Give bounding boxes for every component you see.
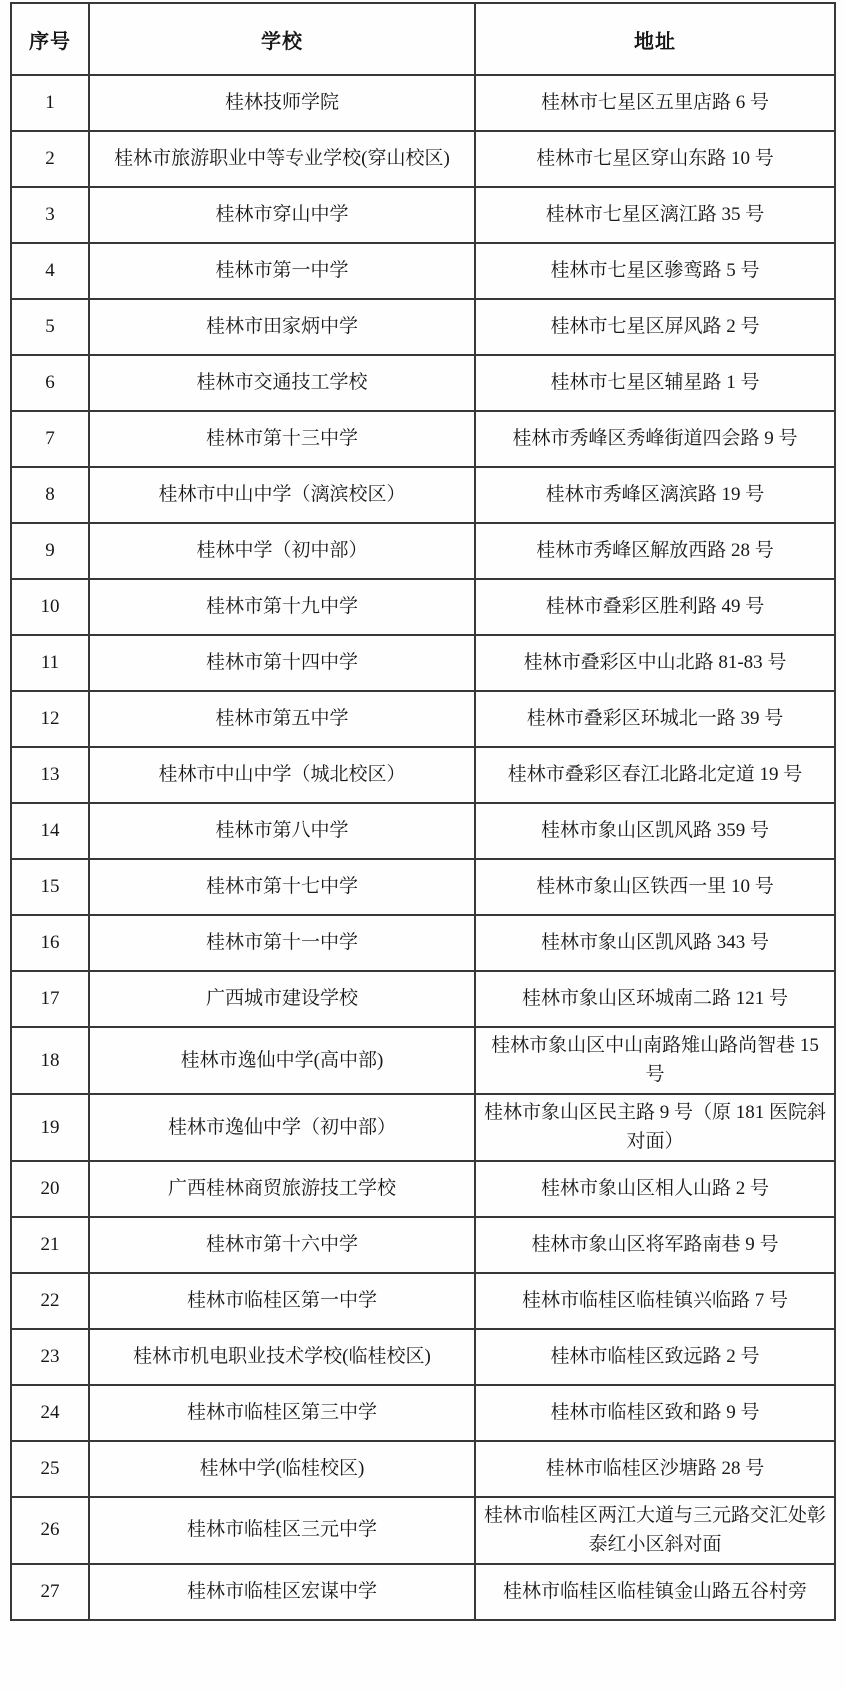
cell-no: 6 [11,355,89,411]
cell-address: 桂林市象山区相人山路 2 号 [475,1161,835,1217]
table-row [11,1217,835,1273]
cell-no: 9 [11,523,89,579]
cell-no: 23 [11,1329,89,1385]
cell-address: 桂林市叠彩区春江北路北定道 19 号 [475,747,835,803]
cell-address: 桂林市七星区屏风路 2 号 [475,299,835,355]
cell-address: 桂林市象山区民主路 9 号（原 181 医院斜对面） [475,1094,835,1161]
cell-school: 桂林市第十六中学 [89,1217,475,1273]
cell-no: 11 [11,635,89,691]
table-row [11,691,835,747]
cell-no: 19 [11,1094,89,1161]
cell-no: 25 [11,1441,89,1497]
cell-address: 桂林市秀峰区秀峰街道四会路 9 号 [475,411,835,467]
cell-school: 桂林市第十一中学 [89,915,475,971]
cell-no: 4 [11,243,89,299]
table-row [11,1441,835,1497]
cell-no: 20 [11,1161,89,1217]
cell-school: 桂林市第一中学 [89,243,475,299]
cell-address: 桂林市七星区穿山东路 10 号 [475,131,835,187]
header-cell-school: 学校 [89,3,475,75]
cell-school: 桂林市临桂区第三中学 [89,1385,475,1441]
cell-address: 桂林市临桂区临桂镇金山路五谷村旁 [475,1564,835,1620]
table-row [11,467,835,523]
cell-school: 桂林技师学院 [89,75,475,131]
header-cell-address: 地址 [475,3,835,75]
cell-school: 桂林市中山中学（城北校区） [89,747,475,803]
cell-school: 桂林市田家炳中学 [89,299,475,355]
cell-address: 桂林市七星区辅星路 1 号 [475,355,835,411]
cell-address: 桂林市象山区凯风路 343 号 [475,915,835,971]
cell-school: 广西桂林商贸旅游技工学校 [89,1161,475,1217]
cell-no: 16 [11,915,89,971]
cell-address: 桂林市象山区铁西一里 10 号 [475,859,835,915]
table-row [11,1027,835,1094]
cell-no: 22 [11,1273,89,1329]
table-row [11,187,835,243]
cell-address: 桂林市叠彩区中山北路 81-83 号 [475,635,835,691]
cell-school: 桂林市中山中学（漓滨校区） [89,467,475,523]
table-row [11,971,835,1027]
table-row [11,1161,835,1217]
table-row [11,299,835,355]
table-row [11,1385,835,1441]
cell-address: 桂林市秀峰区漓滨路 19 号 [475,467,835,523]
cell-school: 桂林市穿山中学 [89,187,475,243]
cell-address: 桂林市象山区中山南路雉山路尚智巷 15 号 [475,1027,835,1094]
cell-school: 桂林市临桂区三元中学 [89,1497,475,1564]
cell-school: 桂林市旅游职业中等专业学校(穿山校区) [89,131,475,187]
cell-school: 桂林市交通技工学校 [89,355,475,411]
cell-school: 桂林市逸仙中学（初中部） [89,1094,475,1161]
table-row [11,355,835,411]
cell-address: 桂林市秀峰区解放西路 28 号 [475,523,835,579]
cell-school: 桂林市第十三中学 [89,411,475,467]
cell-address: 桂林市叠彩区胜利路 49 号 [475,579,835,635]
cell-no: 18 [11,1027,89,1094]
cell-no: 2 [11,131,89,187]
cell-no: 27 [11,1564,89,1620]
cell-school: 桂林市临桂区宏谋中学 [89,1564,475,1620]
table-row [11,1329,835,1385]
cell-no: 8 [11,467,89,523]
cell-address: 桂林市象山区将军路南巷 9 号 [475,1217,835,1273]
table-row [11,75,835,131]
cell-school: 桂林市逸仙中学(高中部) [89,1027,475,1094]
cell-address: 桂林市七星区漓江路 35 号 [475,187,835,243]
cell-address: 桂林市象山区凯风路 359 号 [475,803,835,859]
cell-no: 1 [11,75,89,131]
school-address-table [10,2,836,1621]
cell-school: 桂林市临桂区第一中学 [89,1273,475,1329]
cell-address: 桂林市七星区骖鸾路 5 号 [475,243,835,299]
header-row [11,3,835,75]
cell-school: 桂林市第十七中学 [89,859,475,915]
cell-no: 3 [11,187,89,243]
table-row [11,1497,835,1564]
cell-no: 26 [11,1497,89,1564]
cell-school: 桂林市第十四中学 [89,635,475,691]
cell-address: 桂林市叠彩区环城北一路 39 号 [475,691,835,747]
cell-address: 桂林市临桂区致远路 2 号 [475,1329,835,1385]
cell-no: 17 [11,971,89,1027]
cell-school: 桂林市第十九中学 [89,579,475,635]
cell-no: 5 [11,299,89,355]
table-row [11,131,835,187]
cell-no: 24 [11,1385,89,1441]
table-row [11,1564,835,1620]
cell-school: 广西城市建设学校 [89,971,475,1027]
cell-school: 桂林市机电职业技术学校(临桂校区) [89,1329,475,1385]
table-row [11,915,835,971]
table-row [11,523,835,579]
cell-no: 15 [11,859,89,915]
cell-no: 12 [11,691,89,747]
cell-address: 桂林市临桂区沙塘路 28 号 [475,1441,835,1497]
table-body [11,75,835,1620]
cell-address: 桂林市象山区环城南二路 121 号 [475,971,835,1027]
cell-no: 14 [11,803,89,859]
table-row [11,747,835,803]
table-row [11,579,835,635]
cell-school: 桂林市第八中学 [89,803,475,859]
cell-no: 13 [11,747,89,803]
table-row [11,803,835,859]
cell-no: 7 [11,411,89,467]
cell-address: 桂林市临桂区临桂镇兴临路 7 号 [475,1273,835,1329]
table-header [11,3,835,75]
table-row [11,243,835,299]
cell-school: 桂林中学（初中部） [89,523,475,579]
cell-school: 桂林市第五中学 [89,691,475,747]
cell-no: 10 [11,579,89,635]
table-row [11,859,835,915]
table-row [11,635,835,691]
table-row [11,411,835,467]
cell-address: 桂林市临桂区两江大道与三元路交汇处彰泰红小区斜对面 [475,1497,835,1564]
cell-address: 桂林市七星区五里店路 6 号 [475,75,835,131]
cell-address: 桂林市临桂区致和路 9 号 [475,1385,835,1441]
table-row [11,1273,835,1329]
header-cell-no: 序号 [11,3,89,75]
table-row [11,1094,835,1161]
cell-no: 21 [11,1217,89,1273]
cell-school: 桂林中学(临桂校区) [89,1441,475,1497]
